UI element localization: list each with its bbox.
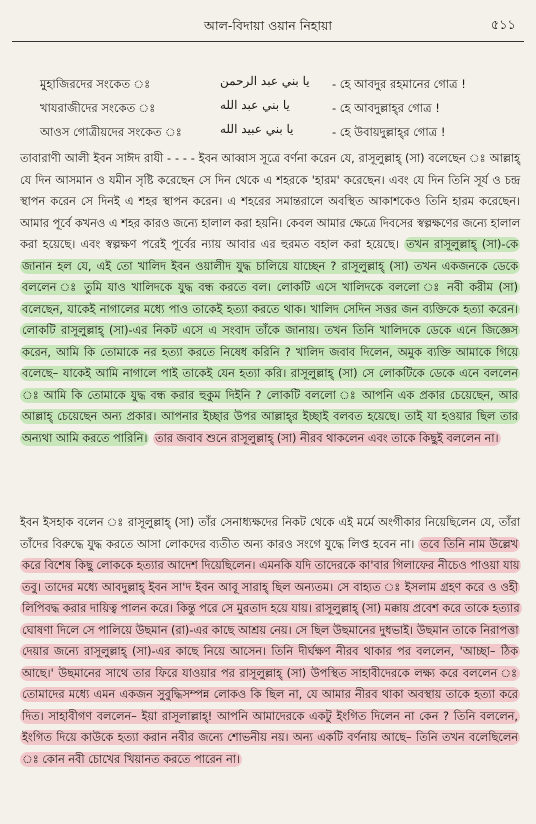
running-title: আল-বিদায়া ওয়ান নিহায়া (204, 18, 332, 33)
sign-arabic: يا بني عبد الرحمن (220, 74, 310, 88)
sign-label: মুহাজিরদের সংকেত ঃ (40, 77, 151, 91)
paragraph-text: ইবন ইসহাক বলেন ঃ রাসূলুল্লাহ্‌ (সা) তাঁর সেনাধ্যক্ষদের নিকট থেকে এই মর্মে অংগীকার নিয়েছিলেন যে, তাঁরা তাঁদের বিরুদ্ধে যুদ্ধ করতে আসা লোকদের ব্যতীত অন্য কারও সংগে যুদ্ধে লিপ্ত হবেন না। (20, 516, 520, 551)
page-header (0, 14, 536, 38)
sign-row-muhajir (40, 74, 518, 96)
sign-label: আওস গোত্রীয়দের সংকেত ঃ (40, 125, 182, 139)
highlight-red: তবে তিনি নাম উল্লেখ করে বিশেষ কিছু লোককে হত্যার আদেশ দিয়েছিলেন। এমনকি যদি তাদেরকে কা'বার গিলাফের নীচেও পাওয়া যায় তবু। তাদের মধ্যে আবদুল্লাহ্‌ ইবন সা'দ ইবন আবূ সারাহ্‌ ছিল অন্যতম। সে বাহ্যত ঃ ইসলাম গ্রহণ করে ও ওহী লিপিবদ্ধ করার দায়িত্ব পালন করে। কিন্তু পরে সে মুরতাদ হয়ে যায়। রাসূলুল্লাহ্‌ (সা) মক্কায় প্রবেশ করে তাকে হত্যার ঘোষণা দিলে সে পালিয়ে উছমান (রা)-এর কাছে আশ্রয় নেয়। সে ছিল উছমানের দুধভাই। উছমান তাকে নিরাপত্তা দেয়ার জন্যে রাসূলুল্লাহ্‌ (সা)-এর কাছে নিয়ে আসেন। তিনি দীর্ঘক্ষণ নীরব থাকার পর বললেন, 'আচ্ছা– ঠিক আছে।' উছমানের সাথে তার ফিরে যাওয়ার পর রাসূলুল্লাহ্‌ (সা) উপস্থিত সাহাবীদেরকে লক্ষ্য করে বললেন ঃ তোমাদের মধ্যে এমন একজন সুবুদ্ধিসম্পন্ন লোকও কি ছিল না, যে আমার নীরব থাকা অবস্থায় তাকে হত্যা করে দিত। সাহাবীগণ বললেন– ইয়া রাসূলাল্লাহ্‌! আপনি আমাদেরকে একটু ইংগিত দিলেন না কেন ? তিনি বললেন, ইংগিত দিয়ে কাউকে হত্যা করান নবীর জন্যে শোভনীয় নয়। অন্য একটি বর্ণনায় আছে– তিনি তখন বলেছিলেন ঃ কোন নবী চোখের খিয়ানত করতে পারেন না। (22, 537, 520, 766)
highlight-green: তখন রাসূলুল্লাহ্‌ (সা)-কে জানান হল যে, এই তো খালিদ ইবন ওয়ালীদ যুদ্ধ চালিয়ে যাচ্ছেন ? রাসূলুল্লাহ্‌ (সা) তখন একজনকে ডেকে বললেন ঃ তুমি যাও খালিদকে যুদ্ধ বন্ধ করতে বল। লোকটি এসে খালিদকে বললো ঃ নবী করীম (সা) বলেছেন, যাকেই নাগালের মধ্যে পাও তাকেই হত্যা করতে থাক। খালিদ সেদিন সত্তর জন ব্যক্তিকে হত্যা করেন। লোকটি রাসূলুল্লাহ্‌ (সা)-এর নিকট এসে এ সংবাদ তাঁকে জানায়। তখন তিনি খালিদকে ডেকে এনে জিজ্ঞেস করেন, আমি কি তোমাকে নর হত্যা করতে নিষেধ করিনি ? খালিদ জবাব দিলেন, অমুক ব্যক্তি আমাকে গিয়ে বলেছে– যাকেই আমি নাগালে পাই তাকেই যেন হত্যা করি। রাসূলুল্লাহ্‌ (সা) সে লোকটিকে ডেকে এনে বললেন ঃ আমি কি তোমাকে যুদ্ধ বন্ধ করার হুকুম দিইনি ? লোকটি বললো ঃ আপনি এক প্রকার চেয়েছেন, আর আল্লাহ্‌ চেয়েছেন অন্য প্রকার। আপনার ইচ্ছার উপর আল্লাহ্‌র ইচ্ছাই বলবত হয়েছে। তাই যা হওয়ার ছিল তার অন্যথা আমি করতে পারিনি। (22, 238, 518, 445)
sign-meaning: - হে আবদুর রহমানের গোত্র ! (332, 77, 466, 91)
sign-row-aws (40, 122, 518, 144)
paragraph-tabarani (20, 148, 520, 449)
sign-row-khazraj (40, 98, 518, 120)
highlight-red: তার জবাব শুনে রাসূলুল্লাহ্‌ (সা) নীরব থাকলেন এবং তাকে কিছুই বললেন না। (154, 431, 499, 445)
sign-meaning: - হে উবায়দুল্লাহ্‌র গোত্র ! (332, 125, 446, 139)
paragraph-ibn-ishaq (20, 512, 520, 770)
sign-label: খাযরাজীদের সংকেত ঃ (40, 101, 156, 115)
sign-arabic: يا بني عبد الله (220, 98, 290, 112)
paragraph-text: তাবারাণী আলী ইবন সাঈদ রাযী - - - - ইবন আব্বাস সূত্রে বর্ণনা করেন যে, রাসূলুল্লাহ্‌ (সা) বলেছেন ঃ আল্লাহ্‌ যে দিন আসমান ও যমীন সৃষ্টি করেছেন সে দিন থেকে এ শহরকে 'হারম' করেছেন। এবং যে দিন তিনি সূর্য ও চন্দ্র স্থাপন করেন সে দিনই এ শহর স্থাপন করেন। এ শহরের সমান্তরালে অবস্থিত আকাশকেও তিনি হারম করেছেন। আমার পূর্বে কখনও এ শহর কারও জন্যে হালাল করা হয়নি। কেবল আমার ক্ষেত্রে দিবসের স্বল্পক্ষণের জন্যে হালাল করা হয়েছে। এবং স্বল্পক্ষণ পরেই পূর্বের ন্যায় আবার এর হুরমত বহাল করা হয়েছে। (20, 152, 520, 251)
header-rule (12, 41, 524, 42)
sign-meaning: - হে আবদুল্লাহ্‌র গোত্র ! (332, 101, 440, 115)
page-number: ৫১১ (490, 18, 516, 33)
sign-arabic: يا بني عبيد الله (220, 122, 294, 136)
